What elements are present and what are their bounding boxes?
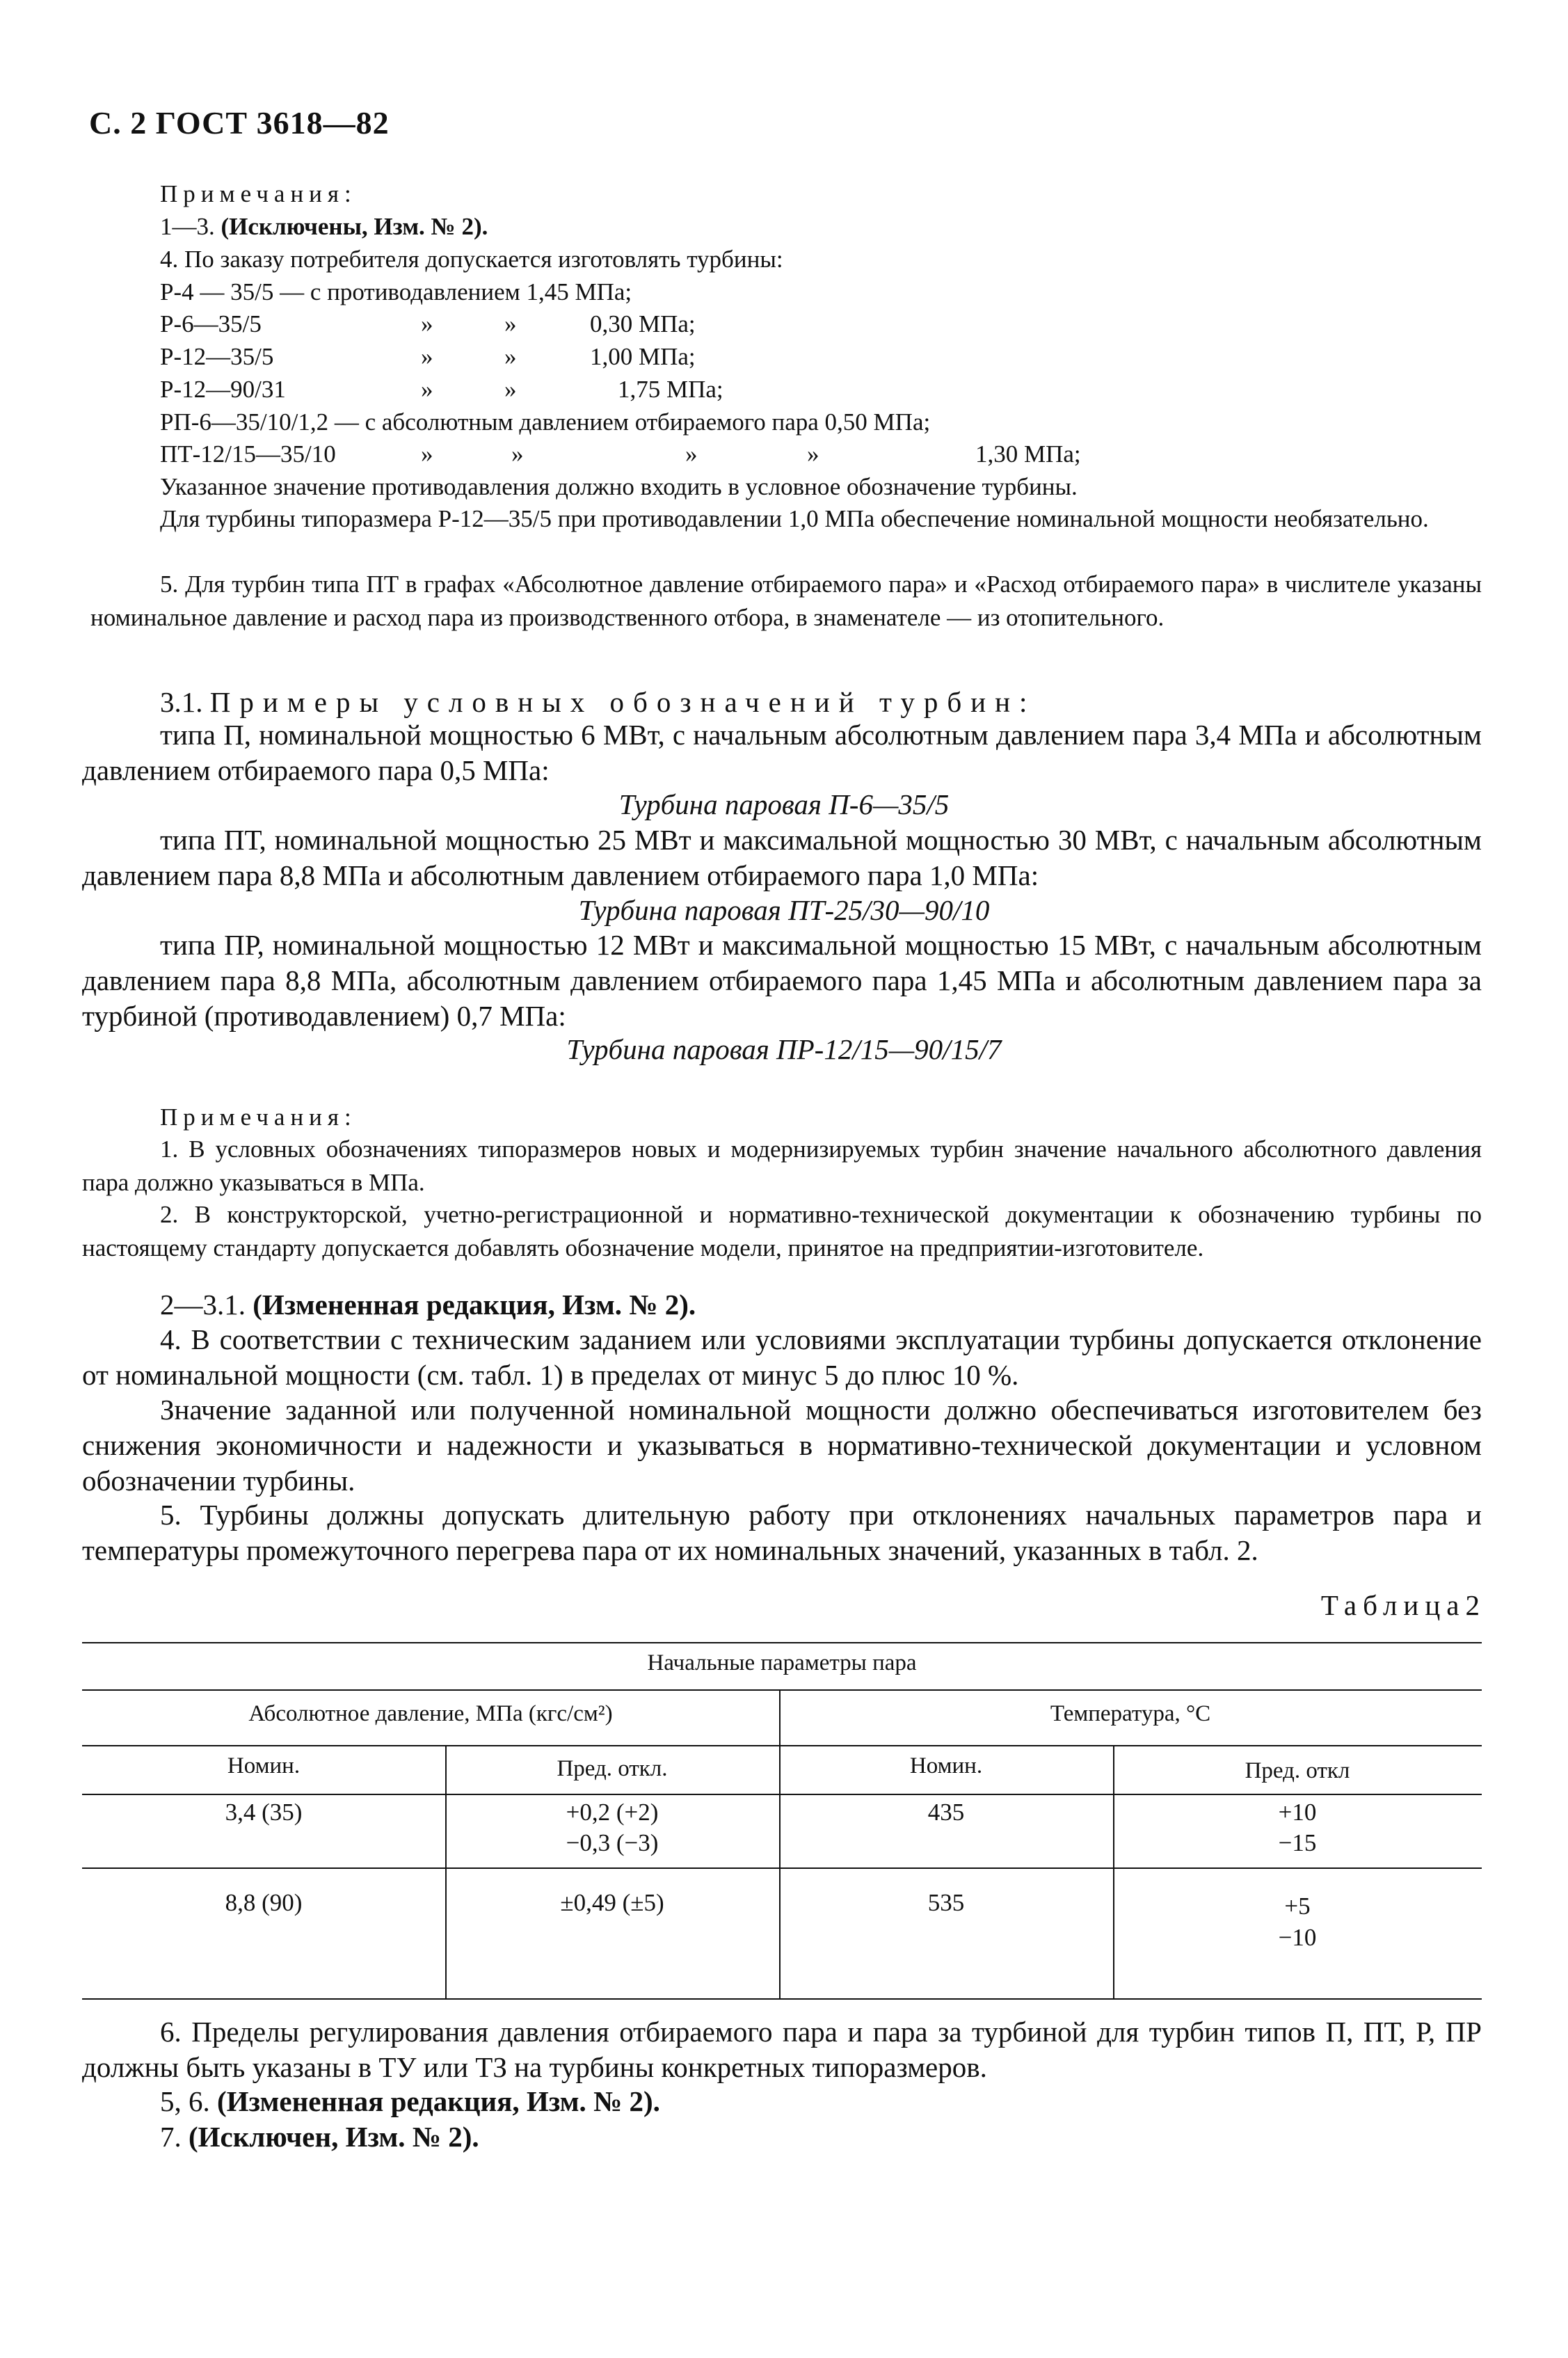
examples-heading [160, 685, 1036, 720]
model-value: 1,30 МПа; [975, 440, 1081, 468]
section-paragraph: 4. В соответствии с техническим заданием или условиями эксплуатации турбины допускается отклонение от номинальной мощности (см. табл. 1) в пределах от минус 5 до плюс 10 %. [82, 1323, 1482, 1391]
edit-note-num: 5, 6. [160, 2085, 217, 2117]
model-row: Р-4 — 35/5 — с противодавлением 1,45 МПа; [160, 278, 632, 305]
note-1-3 [160, 210, 488, 244]
example-label: Турбина паровая ПР-12/15—90/15/7 [566, 1033, 1002, 1065]
edit-note [160, 2119, 479, 2155]
table-subheader: Номин. [909, 1753, 983, 1778]
note-paragraph: 5. Для турбин типа ПТ в графах «Абсолютное давление отбираемого пара» и «Расход отбираемого пара» в числителе указаны номинальное давление и расход пара из производственного отбора, в знаменателе — из отопительного. [90, 571, 1482, 631]
table-cell: 8,8 (90) [225, 1889, 303, 1916]
table-caption: Таблица2 [1320, 1589, 1486, 1621]
model-value: 1,75 МПа; [618, 376, 723, 403]
note-paragraph: 2. В конструкторской, учетно-регистрационной и нормативно-технической документации к обозначению турбины по настоящему стандарту допускается добавлять обозначение модели, принятое на предприятии-изготовителе. [82, 1201, 1482, 1261]
ditto-mark: » [421, 343, 433, 370]
ditto-mark: » [421, 440, 433, 468]
example-text: типа ПР, номинальной мощностью 12 МВт и максимальной мощностью 15 МВт, с начальным абсолютным давлением пара 8,8 МПа, абсолютным давлением отбираемого пара 1,45 МПа и абсолютным давлением пара за турбиной (противодавлением) 0,7 МПа: [82, 929, 1482, 1032]
edit-note-bold: (Исключен, Изм. № 2). [189, 2121, 479, 2153]
table-cell: ±0,49 (±5) [560, 1889, 664, 1916]
table-cell: +0,2 (+2) [566, 1799, 659, 1826]
table-cell: −10 [1278, 1924, 1317, 1951]
ditto-mark: » [421, 376, 433, 403]
model-row: Р-12—35/5 [160, 343, 274, 370]
notes-title: Примечания: [160, 1104, 357, 1131]
edit-note [160, 2084, 660, 2119]
examples-heading-num: 3.1. [160, 686, 203, 718]
edit-note-bold: (Измененная редакция, Изм. № 2). [217, 2085, 660, 2117]
edit-note-num: 2—3.1. [160, 1289, 253, 1321]
table-group-header: Начальные параметры пара [647, 1650, 917, 1675]
ditto-mark: » [511, 440, 524, 468]
table-cell: 535 [927, 1889, 965, 1916]
section-paragraph: 6. Пределы регулирования давления отбираемого пара и пара за турбиной для турбин типов П, ПТ, Р, ПР должны быть указаны в ТУ или ТЗ на турбины конкретных типоразмеров. [82, 2016, 1482, 2083]
page-header: С. 2 ГОСТ 3618—82 [89, 105, 390, 141]
ditto-mark: » [807, 440, 819, 468]
section-paragraph: Значение заданной или полученной номинальной мощности должно обеспечиваться изготовителем без снижения экономичности и надежности и указываться в нормативно-технической документации и условном обозначении турбины. [82, 1394, 1482, 1497]
table-cell: −0,3 (−3) [566, 1829, 659, 1856]
section-paragraph: 5. Турбины должны допускать длительную работу при отклонениях начальных параметров пара и температуры промежуточного перегрева пара от их номинальных значений, указанных в табл. 2. [82, 1499, 1482, 1566]
model-row: РП-6—35/10/1,2 — с абсолютным давлением отбираемого пара 0,50 МПа; [160, 408, 931, 436]
edit-note-bold: (Измененная редакция, Изм. № 2). [253, 1289, 696, 1321]
model-row: Р-6—35/5 [160, 310, 262, 337]
note-paragraph: Указанное значение противодавления должно входить в условное обозначение турбины. [160, 473, 1078, 500]
note-1-3-num: 1—3. [160, 213, 221, 240]
model-row: ПТ-12/15—35/10 [160, 440, 336, 468]
example-label: Турбина паровая П-6—35/5 [618, 788, 950, 820]
table-subheader: Пред. откл [1245, 1758, 1350, 1783]
ditto-mark: » [504, 376, 517, 403]
examples-heading-text: Примеры условных обозначений турбин: [209, 686, 1037, 718]
table-cell: +5 [1284, 1893, 1311, 1920]
table-cell: 3,4 (35) [225, 1799, 303, 1826]
example-label: Турбина паровая ПТ-25/30—90/10 [578, 894, 990, 926]
table-cell: 435 [927, 1799, 965, 1826]
model-value: 1,00 МПа; [590, 343, 696, 370]
ditto-mark: » [504, 310, 517, 337]
table-cell: +10 [1278, 1799, 1317, 1826]
notes-title: Примечания: [160, 180, 357, 207]
note-paragraph: Для турбины типоразмера Р-12—35/5 при противодавлении 1,0 МПа обеспечение номинальной мощности необязательно. [160, 505, 1429, 532]
note-1-3-bold: (Исключены, Изм. № 2). [221, 213, 488, 240]
example-text: типа ПТ, номинальной мощностью 25 МВт и максимальной мощностью 30 МВт, с начальным абсолютным давлением пара 8,8 МПа и абсолютным давлением отбираемого пара 1,0 МПа: [82, 824, 1482, 891]
edit-note-num: 7. [160, 2121, 189, 2153]
example-text: типа П, номинальной мощностью 6 МВт, с начальным абсолютным давлением пара 3,4 МПа и абсолютным давлением отбираемого пара 0,5 МПа: [82, 719, 1482, 786]
note-4: 4. По заказу потребителя допускается изготовлять турбины: [160, 246, 783, 273]
edit-note [160, 1287, 696, 1323]
table-subheader: Пред. откл. [557, 1756, 668, 1781]
table-cell: −15 [1278, 1829, 1317, 1856]
ditto-mark: » [685, 440, 698, 468]
ditto-mark: » [504, 343, 517, 370]
note-paragraph: 1. В условных обозначениях типоразмеров новых и модернизируемых турбин значение начального абсолютного давления пара должно указываться в МПа. [82, 1136, 1482, 1196]
model-value: 0,30 МПа; [590, 310, 696, 337]
table-col-group: Абсолютное давление, МПа (кгс/см²) [248, 1701, 613, 1726]
table-col-group: Температура, °С [1050, 1701, 1211, 1726]
model-row: Р-12—90/31 [160, 376, 286, 403]
table-subheader: Номин. [227, 1753, 301, 1778]
ditto-mark: » [421, 310, 433, 337]
